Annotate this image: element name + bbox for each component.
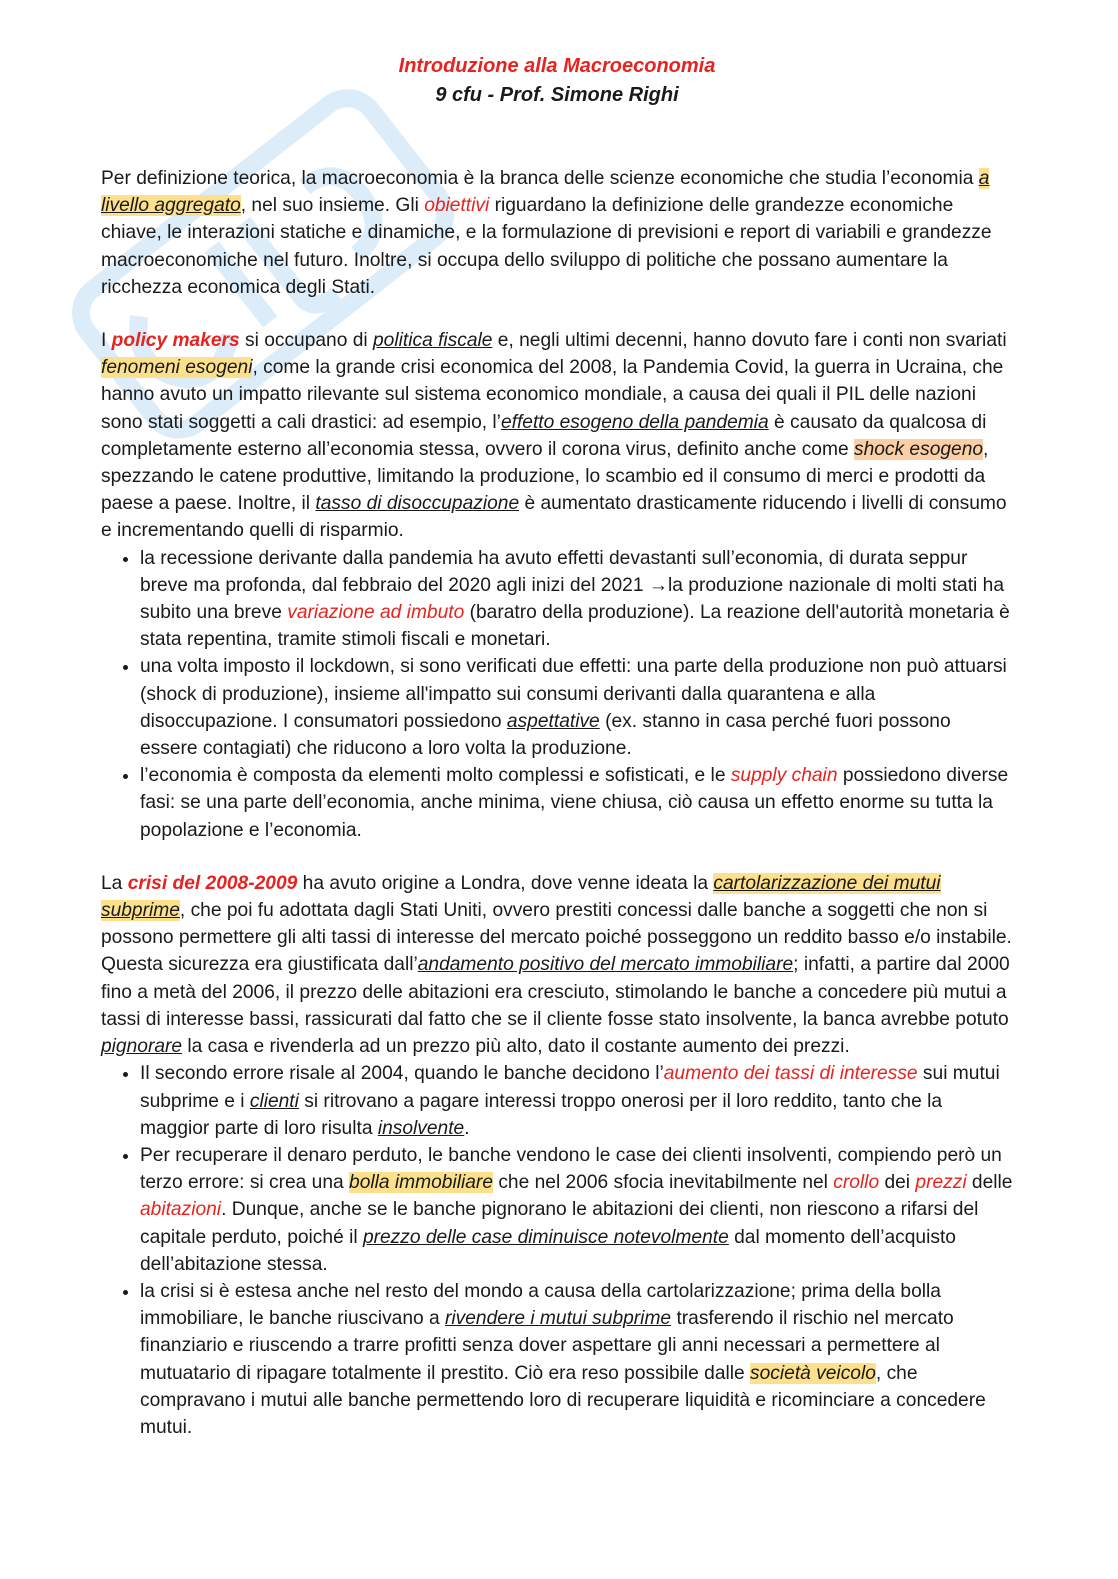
bullet-list-crisis [101, 1060, 1013, 1441]
keyword: prezzi [915, 1172, 967, 1194]
keyword: clienti [249, 1090, 299, 1112]
paragraph-policy-makers: I policy makers si occupano di politica fiscale e, negli ultimi decenni, hanno dovuto fare i conti non svariati fenomeni esogeni, come la grande crisi economica del 2008, la Pandemia Covid, la guerra in Ucraina, che hanno avuto un impatto rilevante sul sistema economico mondiale, a causa dei quali il PIL delle nazioni sono stati soggetti a cali drastici: ad esempio, l’effetto esogeno della pandemia è causato da qualcosa di completamente esterno all’economia stessa, ovvero il corona virus, definito anche come shock esogeno, spezzando le catene produttive, limitando la produzione, lo scambio ed il consumo di merci e prodotti da paese a paese. Inoltre, il tasso di disoccupazione è aumentato drasticamente riducendo i livelli di consumo e incrementando quelli di risparmio. [101, 330, 1007, 542]
keyword: aumento dei tassi di interesse [663, 1063, 918, 1085]
paragraph-intro: Per definizione teorica, la macroeconomia è la branca delle scienze economiche che studia l’economia a livello aggregato, nel suo insieme. Gli obiettivi riguardano la definizione delle grandezze economiche chiave, le interazioni statiche e dinamiche, e la formulazione di previsioni e report di variabili e grandezze macroeconomiche nel futuro. Inoltre, si occupa dello sviluppo di politiche che possano aumentare la ricchezza economica degli Stati. [101, 168, 992, 298]
keyword: tasso di disoccupazione [315, 493, 520, 515]
keyword: obiettivi [424, 195, 490, 217]
document-title: Introduzione alla Macroeconomia [398, 55, 716, 77]
list-item: • una volta imposto il lockdown, si sono verificati due effetti: una parte della produzione non può attuarsi (shock di produzione), insieme all'impatto sui consumi derivanti dalla quarantena e alla disoccupazione. I consumatori possiedono aspettative (ex. stanno in casa perché fuori possono essere contagiati) che riducono a loro volta la produzione. [140, 653, 1013, 762]
list-item: • Il secondo errore risale al 2004, quando le banche decidono l’aumento dei tassi di interesse sui mutui subprime e i clienti si ritrovano a pagare interessi troppo onerosi per il loro reddito, tanto che la maggior parte di loro risulta insolvente. [140, 1060, 1013, 1142]
keyword: crisi del 2008-2009 [127, 872, 298, 894]
keyword: abitazioni [140, 1199, 222, 1221]
keyword: shock esogeno [853, 438, 984, 460]
document-page [101, 52, 1013, 1441]
keyword: andamento positivo del mercato immobiliare [417, 954, 794, 976]
keyword: effetto esogeno della pandemia [500, 411, 769, 433]
keyword: policy makers [111, 330, 240, 352]
document-body [101, 165, 1013, 1441]
document-subtitle: 9 cfu - Prof. Simone Righi [435, 84, 679, 106]
keyword: a livello aggregato [101, 168, 990, 217]
list-item: • l’economia è composta da elementi molto complessi e sofisticati, e le supply chain possiedono diverse fasi: se una parte dell’economia, anche minima, viene chiusa, ciò causa un effetto enorme su tutta la popolazione e l’economia. [140, 762, 1013, 844]
keyword: prezzo delle case diminuisce notevolmente [362, 1226, 729, 1248]
list-item: • Per recuperare il denaro perduto, le banche vendono le case dei clienti insolventi, compiendo però un terzo errore: si crea una bolla immobiliare che nel 2006 sfocia inevitabilmente nel crollo dei prezzi delle abitazioni. Dunque, anche se le banche pignorano le abitazioni dei clienti, non riescono a rifarsi del capitale perduto, poiché il prezzo delle case diminuisce notevolmente dal momento dell’acquisto dell’abitazione stessa. [140, 1142, 1013, 1278]
keyword: rivendere i mutui subprime [445, 1308, 672, 1330]
keyword: pignorare [101, 1036, 183, 1058]
keyword: aspettative [506, 710, 600, 732]
keyword: variazione ad imbuto [287, 602, 465, 624]
list-item: • la crisi si è estesa anche nel resto del mondo a causa della cartolarizzazione; prima della bolla immobiliare, le banche riuscivano a rivendere i mutui subprime trasferendo il rischio nel mercato finanziario e riuscendo a trarre profitti senza dover aspettare gli anni necessari a permettere al mutuatario di ripagare totalmente il prestito. Ciò era reso possibile dalle società veicolo, che compravano i mutui alle banche permettendo loro di recuperare liquidità e ricominciare a concedere mutui. [140, 1278, 1013, 1441]
keyword: bolla immobiliare [349, 1172, 493, 1194]
list-item: • la recessione derivante dalla pandemia ha avuto effetti devastanti sull’economia, di durata seppur breve ma profonda, dal febbraio del 2020 agli inizi del 2021 →la produzione nazionale di molti stati ha subito una breve variazione ad imbuto (baratro della produzione). La reazione dell'autorità monetaria è stata repentina, tramite stimoli fiscali e monetari. [140, 545, 1013, 654]
paragraph-crisis-2008: La crisi del 2008-2009 ha avuto origine a Londra, dove venne ideata la cartolarizzazione dei mutui subprime, che poi fu adottata dagli Stati Uniti, ovvero prestiti concessi dalle banche a soggetti che non si possono permettere gli alti tassi di interesse del mercato poiché posseggono un reddito basso e/o instabile. Questa sicurezza era giustificata dall’andamento positivo del mercato immobiliare; infatti, a partire dal 2000 fino a metà del 2006, il prezzo delle abitazioni era cresciuto, stimolando le banche a concedere più mutui a tassi di interesse bassi, rassicurati dal fatto che se il cliente fosse stato insolvente, la banca avrebbe potuto pignorare la casa e rivenderla ad un prezzo più alto, dato il costante aumento dei prezzi. [101, 872, 1012, 1058]
keyword: cartolarizzazione dei mutui subprime [101, 872, 941, 922]
keyword: fenomeni esogeni [101, 357, 253, 379]
bullet-list-pandemic [101, 545, 1013, 844]
keyword: crollo [833, 1172, 880, 1194]
keyword: insolvente [377, 1117, 465, 1139]
keyword: politica fiscale [373, 330, 493, 352]
keyword: supply chain [730, 765, 838, 787]
keyword: società veicolo [750, 1362, 876, 1384]
